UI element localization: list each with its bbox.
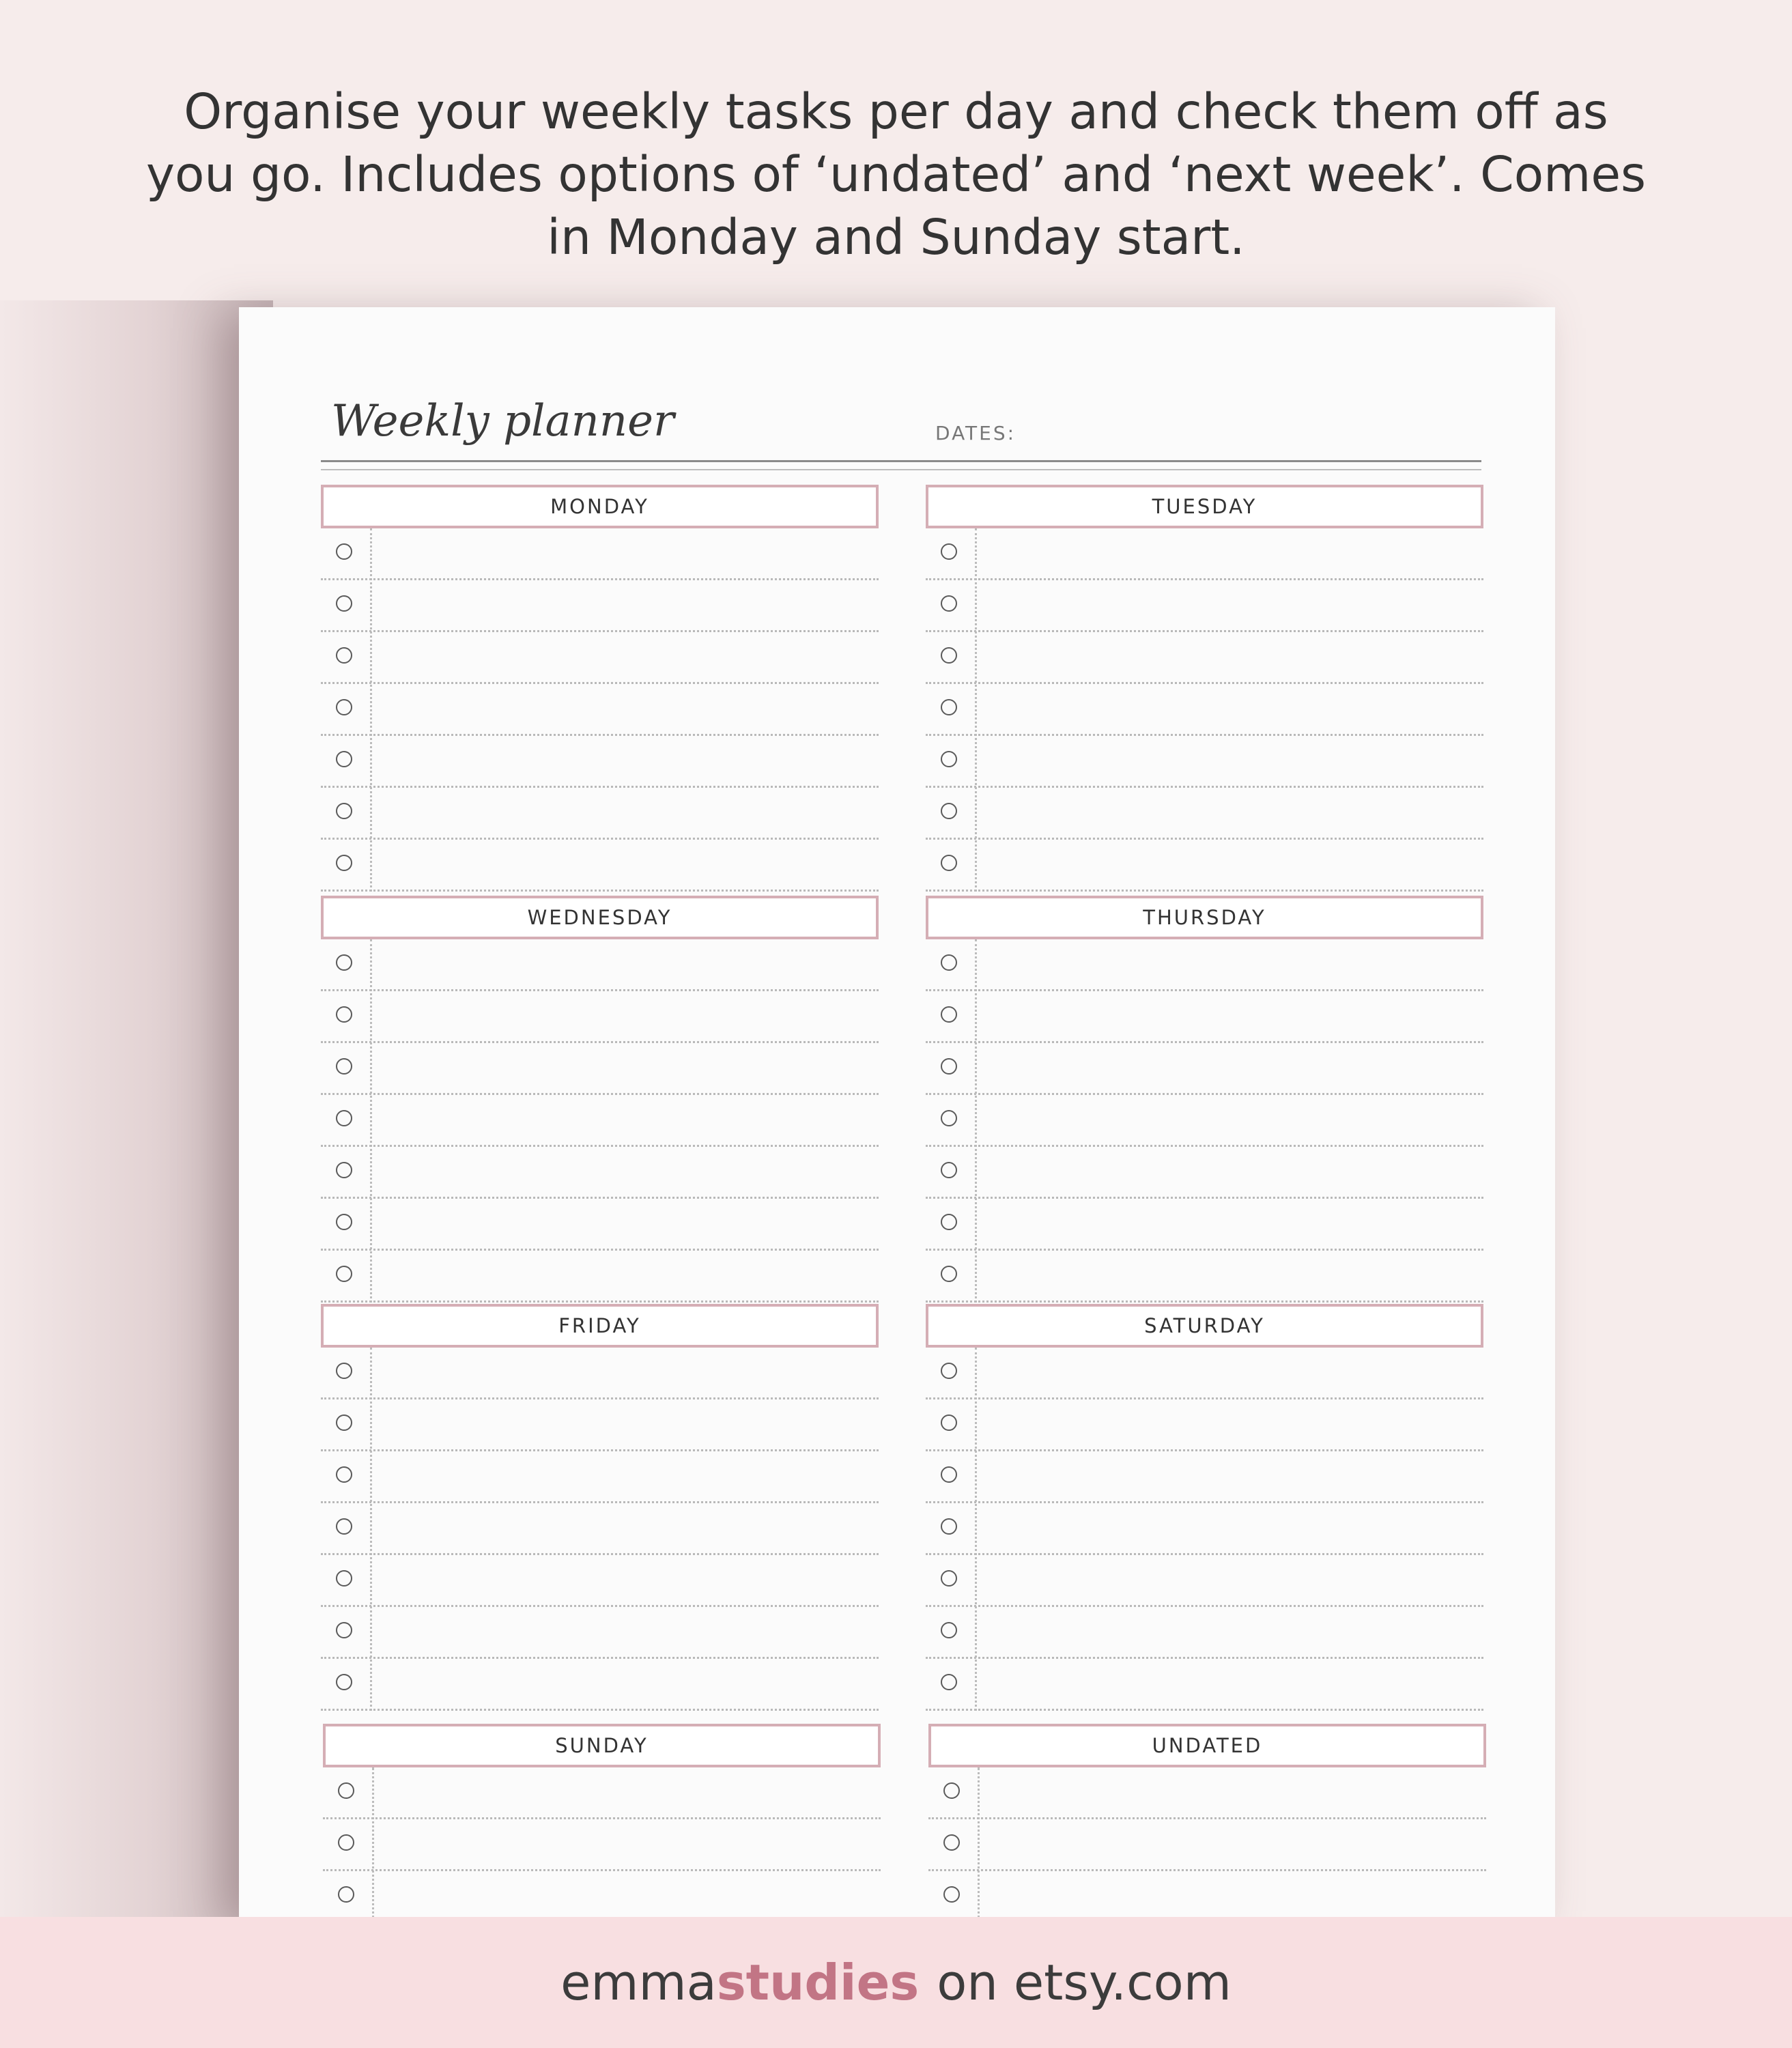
title-divider (321, 460, 1481, 470)
task-row (321, 1348, 879, 1399)
circle-checkbox-icon[interactable] (941, 647, 957, 664)
task-row (321, 840, 879, 892)
task-list (321, 528, 879, 892)
circle-checkbox-icon[interactable] (941, 1266, 957, 1282)
task-row (926, 1199, 1483, 1251)
task-row (321, 939, 879, 991)
task-list (321, 1348, 879, 1711)
task-row (321, 528, 879, 580)
task-list (926, 528, 1483, 892)
circle-checkbox-icon[interactable] (943, 1782, 960, 1799)
task-row (926, 1095, 1483, 1147)
task-row (321, 1199, 879, 1251)
circle-checkbox-icon[interactable] (941, 1622, 957, 1638)
circle-checkbox-icon[interactable] (941, 1674, 957, 1690)
circle-checkbox-icon[interactable] (941, 1466, 957, 1483)
circle-checkbox-icon[interactable] (941, 1518, 957, 1535)
circle-checkbox-icon[interactable] (338, 1886, 354, 1903)
circle-checkbox-icon[interactable] (943, 1834, 960, 1851)
circle-checkbox-icon[interactable] (336, 803, 352, 819)
task-row (321, 1555, 879, 1607)
task-list (321, 939, 879, 1303)
circle-checkbox-icon[interactable] (941, 1162, 957, 1178)
task-row (926, 1555, 1483, 1607)
circle-checkbox-icon[interactable] (336, 1466, 352, 1483)
task-list (323, 1767, 881, 1918)
headline-line-3: in Monday and Sunday start. (547, 209, 1245, 266)
circle-checkbox-icon[interactable] (336, 1006, 352, 1023)
task-row (926, 632, 1483, 684)
circle-checkbox-icon[interactable] (336, 647, 352, 664)
task-row (321, 991, 879, 1043)
task-list (928, 1767, 1486, 1918)
circle-checkbox-icon[interactable] (338, 1834, 354, 1851)
task-row (323, 1819, 881, 1871)
circle-checkbox-icon[interactable] (941, 751, 957, 767)
task-row (321, 684, 879, 736)
circle-checkbox-icon[interactable] (941, 1414, 957, 1431)
circle-checkbox-icon[interactable] (941, 855, 957, 871)
task-row (323, 1871, 881, 1918)
task-row (926, 528, 1483, 580)
circle-checkbox-icon[interactable] (336, 543, 352, 560)
task-row (926, 1399, 1483, 1451)
section-monday (321, 485, 879, 892)
task-list (926, 939, 1483, 1303)
circle-checkbox-icon[interactable] (336, 954, 352, 971)
footer-brand-light: emma (560, 1954, 717, 2011)
circle-checkbox-icon[interactable] (336, 1570, 352, 1587)
task-row (926, 1251, 1483, 1303)
task-row (926, 788, 1483, 840)
footer-brand-bold: studies (716, 1954, 920, 2011)
section-sunday (323, 1724, 881, 1918)
planner-title: Weekly planner (331, 396, 674, 446)
task-row (321, 1095, 879, 1147)
circle-checkbox-icon[interactable] (336, 751, 352, 767)
task-row (321, 1607, 879, 1659)
task-row (323, 1767, 881, 1819)
circle-checkbox-icon[interactable] (336, 1058, 352, 1075)
section-header-tuesday: TUESDAY (926, 485, 1483, 528)
task-row (321, 1659, 879, 1711)
task-row (926, 991, 1483, 1043)
task-row (321, 1251, 879, 1303)
section-friday (321, 1304, 879, 1711)
circle-checkbox-icon[interactable] (943, 1886, 960, 1903)
task-row (926, 684, 1483, 736)
task-row (926, 1659, 1483, 1711)
circle-checkbox-icon[interactable] (941, 1570, 957, 1587)
circle-checkbox-icon[interactable] (941, 1110, 957, 1126)
section-thursday (926, 896, 1483, 1303)
circle-checkbox-icon[interactable] (336, 1266, 352, 1282)
section-header-friday: FRIDAY (321, 1304, 879, 1348)
task-row (321, 580, 879, 632)
headline (68, 81, 1724, 269)
footer-suffix: on etsy.com (937, 1954, 1232, 2011)
circle-checkbox-icon[interactable] (941, 595, 957, 612)
task-row (321, 1503, 879, 1555)
circle-checkbox-icon[interactable] (336, 1414, 352, 1431)
circle-checkbox-icon[interactable] (336, 1162, 352, 1178)
task-row (928, 1871, 1486, 1918)
task-row (321, 632, 879, 684)
task-row (926, 1607, 1483, 1659)
task-row (926, 1451, 1483, 1503)
section-header-undated: UNDATED (928, 1724, 1486, 1767)
section-wednesday (321, 896, 879, 1303)
circle-checkbox-icon[interactable] (941, 1363, 957, 1379)
circle-checkbox-icon[interactable] (336, 1622, 352, 1638)
task-row (926, 939, 1483, 991)
task-row (926, 840, 1483, 892)
circle-checkbox-icon[interactable] (336, 1363, 352, 1379)
circle-checkbox-icon[interactable] (941, 1058, 957, 1075)
section-header-thursday: THURSDAY (926, 896, 1483, 939)
circle-checkbox-icon[interactable] (941, 1006, 957, 1023)
circle-checkbox-icon[interactable] (336, 855, 352, 871)
circle-checkbox-icon[interactable] (338, 1782, 354, 1799)
planner-sheet (239, 307, 1555, 1918)
circle-checkbox-icon[interactable] (941, 543, 957, 560)
headline-line-2: you go. Includes options of ‘undated’ and ‘next week’. Comes (145, 146, 1647, 203)
circle-checkbox-icon[interactable] (336, 1110, 352, 1126)
circle-checkbox-icon[interactable] (941, 954, 957, 971)
task-row (321, 1043, 879, 1095)
task-row (926, 1147, 1483, 1199)
headline-line-1: Organise your weekly tasks per day and check them off as (184, 83, 1608, 140)
background-shadow (0, 300, 273, 1918)
circle-checkbox-icon[interactable] (941, 1214, 957, 1230)
circle-checkbox-icon[interactable] (941, 803, 957, 819)
circle-checkbox-icon[interactable] (941, 699, 957, 715)
circle-checkbox-icon[interactable] (336, 1214, 352, 1230)
dates-label: DATES: (935, 422, 1016, 444)
section-header-sunday: SUNDAY (323, 1724, 881, 1767)
section-header-saturday: SATURDAY (926, 1304, 1483, 1348)
circle-checkbox-icon[interactable] (336, 699, 352, 715)
task-row (321, 1147, 879, 1199)
task-row (321, 1399, 879, 1451)
task-row (926, 580, 1483, 632)
task-row (926, 1348, 1483, 1399)
section-undated (928, 1724, 1486, 1918)
task-row (928, 1819, 1486, 1871)
task-row (926, 1043, 1483, 1095)
task-row (928, 1767, 1486, 1819)
section-header-monday: MONDAY (321, 485, 879, 528)
circle-checkbox-icon[interactable] (336, 1674, 352, 1690)
task-row (926, 1503, 1483, 1555)
circle-checkbox-icon[interactable] (336, 595, 352, 612)
task-row (321, 736, 879, 788)
circle-checkbox-icon[interactable] (336, 1518, 352, 1535)
section-header-wednesday: WEDNESDAY (321, 896, 879, 939)
task-list (926, 1348, 1483, 1711)
section-saturday (926, 1304, 1483, 1711)
task-row (926, 736, 1483, 788)
footer-banner (0, 1917, 1792, 2048)
task-row (321, 788, 879, 840)
section-tuesday (926, 485, 1483, 892)
task-row (321, 1451, 879, 1503)
